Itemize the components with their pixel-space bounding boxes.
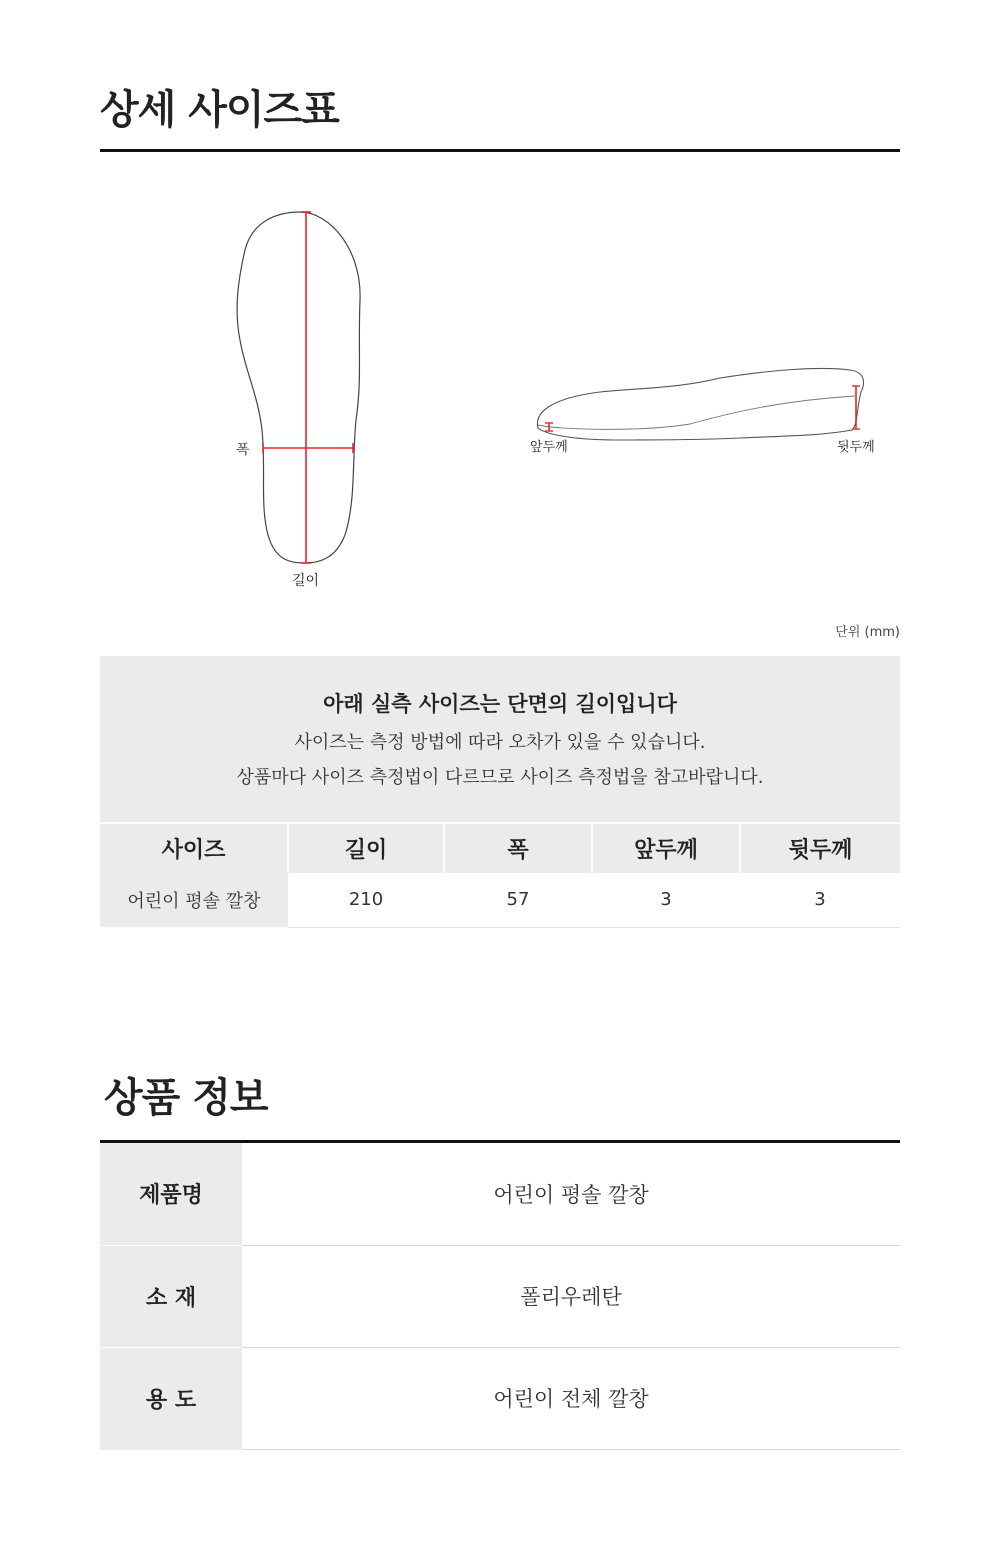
measurement-notice — [100, 656, 900, 822]
table-row — [100, 1347, 900, 1449]
table-row — [100, 1143, 900, 1245]
header-length: 길이 — [288, 823, 444, 873]
info-value-name: 어린이 평솔 깔창 — [242, 1143, 900, 1245]
unit-label: 단위 (mm) — [835, 625, 900, 640]
cell-back-thickness: 3 — [740, 873, 900, 927]
cell-length: 210 — [288, 873, 444, 927]
cell-width: 57 — [444, 873, 592, 927]
info-label-material: 소 재 — [100, 1245, 242, 1347]
header-width: 폭 — [444, 823, 592, 873]
cell-size: 어린이 평솔 깔창 — [100, 873, 288, 927]
notice-heading: 아래 실측 사이즈는 단면의 길이입니다 — [323, 692, 677, 716]
insole-top-outline — [237, 212, 360, 563]
table-row — [100, 873, 900, 927]
product-info-table — [100, 1143, 900, 1450]
header-front-thickness: 앞두께 — [592, 823, 740, 873]
header-back-thickness: 뒷두께 — [740, 823, 900, 873]
product-info-title: 상품 정보 — [104, 1075, 268, 1121]
insole-diagram — [0, 160, 1000, 610]
notice-line-2: 상품마다 사이즈 측정법이 다르므로 사이즈 측정법을 참고바랍니다. — [236, 767, 764, 788]
cell-front-thickness: 3 — [592, 873, 740, 927]
table-row — [100, 1245, 900, 1347]
front-thickness-label: 앞두께 — [530, 440, 568, 455]
width-label: 폭 — [236, 442, 250, 458]
info-label-name: 제품명 — [100, 1143, 242, 1245]
back-thickness-label: 뒷두께 — [837, 440, 875, 455]
length-label: 길이 — [292, 573, 320, 589]
info-label-usage: 용 도 — [100, 1347, 242, 1449]
size-table — [100, 822, 900, 928]
size-chart-title: 상세 사이즈표 — [100, 87, 339, 133]
notice-line-1: 사이즈는 측정 방법에 따라 오차가 있을 수 있습니다. — [294, 732, 706, 753]
info-value-usage: 어린이 전체 깔창 — [242, 1347, 900, 1449]
title-divider — [100, 149, 900, 152]
header-size: 사이즈 — [100, 823, 288, 873]
size-table-header — [100, 823, 900, 873]
info-value-material: 폴리우레탄 — [242, 1245, 900, 1347]
